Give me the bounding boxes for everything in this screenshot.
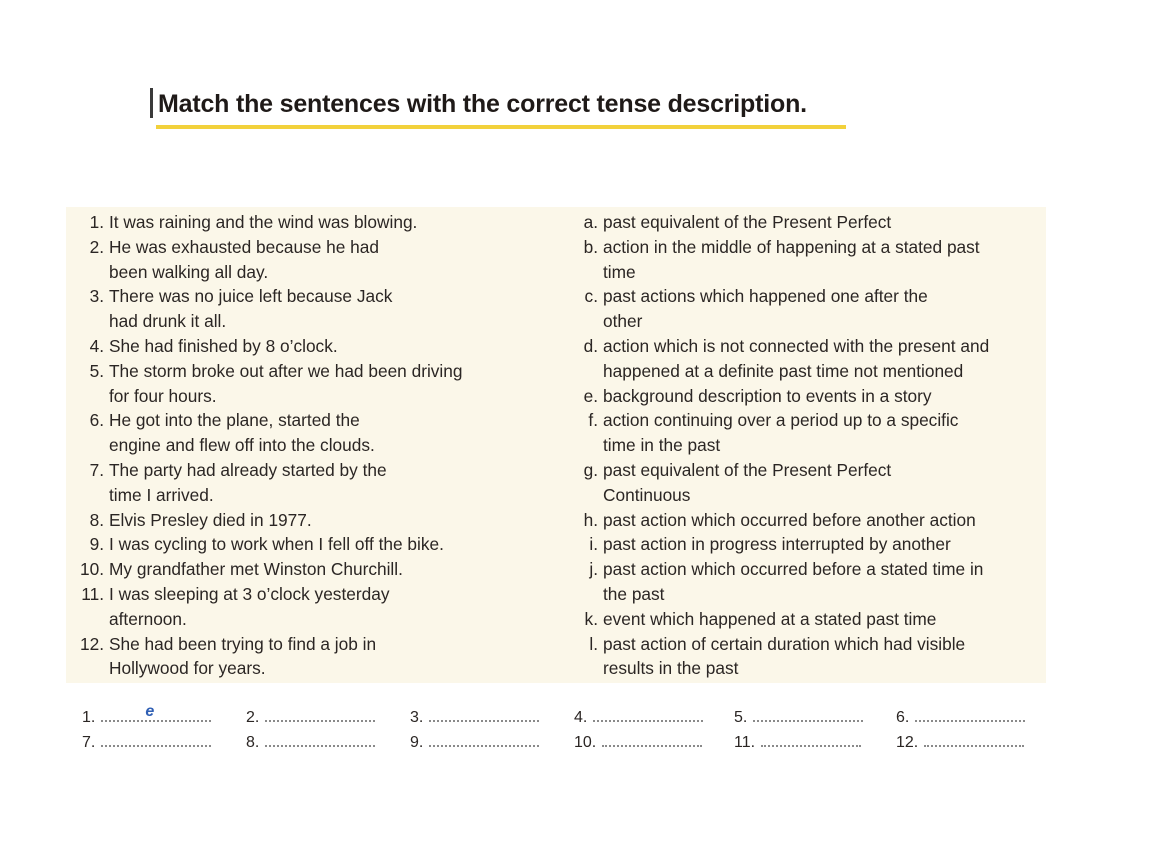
sentence-line: I was cycling to work when I fell off the bike. (109, 534, 444, 555)
description-text (598, 607, 936, 632)
sentence-text (104, 532, 444, 557)
sentence-text (104, 284, 392, 334)
sentence-text (104, 458, 387, 508)
sentence-item (70, 284, 540, 334)
answer-number: 6. (896, 709, 910, 726)
answer-number: 5. (734, 709, 748, 726)
sentence-number: 7. (89, 459, 104, 480)
title-underline (156, 125, 846, 129)
description-text (598, 408, 958, 458)
sentence-line: I was sleeping at 3 o’clock yesterday (109, 583, 390, 604)
answer-value: e (145, 703, 155, 720)
sentence-number: 4. (89, 335, 104, 356)
answer-slot[interactable] (734, 730, 861, 756)
answer-blank[interactable] (753, 708, 863, 722)
answer-slot[interactable] (410, 730, 539, 756)
sentence-text (104, 557, 403, 582)
answer-blank[interactable] (429, 733, 539, 747)
answer-blank[interactable] (593, 708, 703, 722)
answer-number: 10. (574, 734, 597, 751)
description-item (572, 607, 1042, 632)
sentence-item (70, 235, 540, 285)
sentence-line: The party had already started by the (109, 459, 387, 480)
description-text (598, 557, 983, 607)
answer-number: 9. (410, 734, 424, 751)
sentence-line: My grandfather met Winston Churchill. (109, 559, 403, 580)
sentence-item (70, 557, 540, 582)
answer-blank[interactable] (924, 733, 1024, 747)
sentence-text (104, 210, 417, 235)
sentence-line: She had finished by 8 o’clock. (109, 335, 338, 356)
description-number: i. (589, 534, 598, 555)
description-text (598, 334, 989, 384)
sentence-item (70, 632, 540, 682)
description-number: k. (584, 608, 598, 629)
description-line: event which happened at a stated past time (603, 608, 937, 629)
sentence-text (104, 408, 375, 458)
description-line: past action in progress interrupted by another (603, 534, 951, 555)
sentence-line: The storm broke out after we had been driving (109, 360, 463, 381)
description-line: the past (603, 583, 665, 604)
sentence-line: time I arrived. (109, 484, 214, 505)
answer-blank[interactable] (101, 703, 211, 722)
description-item (572, 284, 1042, 334)
sentence-line: engine and flew off into the clouds. (109, 435, 375, 456)
sentence-list (70, 210, 540, 681)
description-item (572, 508, 1042, 533)
description-line: other (603, 311, 643, 332)
sentence-line: for four hours. (109, 385, 217, 406)
sentence-item (70, 582, 540, 632)
sentence-text (104, 582, 389, 632)
answer-slot[interactable] (574, 705, 703, 731)
answer-slot[interactable] (410, 705, 539, 731)
sentence-line: been walking all day. (109, 261, 269, 282)
sentence-number: 10. (79, 559, 104, 580)
sentence-number: 8. (89, 509, 104, 530)
answer-number: 3. (410, 709, 424, 726)
description-item (572, 408, 1042, 458)
sentence-text (104, 334, 338, 359)
description-item (572, 557, 1042, 607)
answer-blank[interactable] (101, 733, 211, 747)
description-line: action continuing over a period up to a specific (603, 410, 959, 431)
sentence-number: 3. (89, 286, 104, 307)
description-text (598, 210, 891, 235)
answer-number: 12. (896, 734, 919, 751)
description-number: e. (583, 385, 598, 406)
description-list (572, 210, 1042, 681)
description-line: Continuous (603, 484, 691, 505)
description-number: b. (583, 236, 598, 257)
sentence-item (70, 408, 540, 458)
answer-number: 4. (574, 709, 588, 726)
description-item (572, 458, 1042, 508)
description-number: g. (583, 459, 598, 480)
sentence-line: had drunk it all. (109, 311, 227, 332)
sentence-line: It was raining and the wind was blowing. (109, 212, 418, 232)
sentence-number: 11. (81, 583, 104, 604)
sentence-line: Hollywood for years. (109, 658, 266, 679)
description-number: c. (584, 286, 598, 307)
sentence-line: He was exhausted because he had (109, 236, 379, 257)
description-number: j. (589, 559, 598, 580)
description-line: background description to events in a story (603, 385, 932, 406)
answer-number: 11. (734, 734, 756, 751)
description-item (572, 384, 1042, 409)
answer-number: 2. (246, 709, 260, 726)
sentence-text (104, 359, 463, 409)
description-text (598, 458, 891, 508)
description-item (572, 532, 1042, 557)
sentence-item (70, 458, 540, 508)
answer-slot[interactable] (574, 730, 702, 756)
description-line: past actions which happened one after the (603, 286, 928, 307)
sentence-item (70, 334, 540, 359)
description-line: action in the middle of happening at a stated past (603, 236, 980, 257)
description-item (572, 210, 1042, 235)
sentence-number: 2. (89, 236, 104, 257)
description-line: time in the past (603, 435, 721, 456)
sentence-number: 12. (79, 633, 104, 654)
description-line: action which is not connected with the present and (603, 335, 990, 356)
description-text (598, 632, 965, 682)
description-text (598, 532, 951, 557)
answer-blank[interactable] (429, 708, 539, 722)
description-text (598, 235, 980, 285)
sentence-item (70, 359, 540, 409)
answer-slot[interactable] (896, 705, 1025, 731)
answer-slot[interactable] (82, 730, 211, 756)
answer-number: 7. (82, 734, 96, 751)
sentence-item (70, 508, 540, 533)
sentence-item (70, 210, 540, 235)
description-text (598, 384, 932, 409)
sentence-line: Elvis Presley died in 1977. (109, 509, 312, 530)
description-line: past equivalent of the Present Perfect (603, 459, 892, 480)
sentence-item (70, 532, 540, 557)
sentence-line: afternoon. (109, 608, 187, 629)
answer-slot[interactable] (82, 705, 211, 731)
answer-blank[interactable] (265, 733, 375, 747)
description-line: happened at a definite past time not mentioned (603, 360, 964, 381)
answer-slot[interactable] (896, 730, 1024, 756)
description-line: past action which occurred before another action (603, 509, 976, 530)
sentence-line: There was no juice left because Jack (109, 286, 393, 307)
description-number: l. (589, 633, 598, 654)
sentence-text (104, 632, 376, 682)
sentence-text (104, 235, 379, 285)
answer-slot[interactable] (246, 705, 375, 731)
description-number: d. (583, 335, 598, 356)
answer-slot[interactable] (734, 705, 863, 731)
sentence-number: 5. (89, 360, 104, 381)
description-number: f. (588, 410, 598, 431)
description-line: results in the past (603, 658, 739, 679)
description-item (572, 334, 1042, 384)
answer-number: 8. (246, 734, 260, 751)
sentence-line: She had been trying to find a job in (109, 633, 377, 654)
page-title: Match the sentences with the correct tense description. (158, 90, 807, 118)
description-line: past action of certain duration which had visible (603, 633, 966, 654)
description-number: h. (583, 509, 598, 530)
description-line: time (603, 261, 636, 282)
description-text (598, 284, 928, 334)
description-item (572, 235, 1042, 285)
sentence-number: 9. (89, 534, 104, 555)
answer-number: 1. (82, 709, 96, 726)
description-text (598, 508, 976, 533)
answer-slot[interactable] (246, 730, 375, 756)
description-line: past action which occurred before a stated time in (603, 559, 984, 580)
description-line: past equivalent of the Present Perfect (603, 212, 892, 232)
sentence-line: He got into the plane, started the (109, 410, 360, 431)
sentence-number: 1. (89, 212, 104, 232)
answer-blank[interactable] (265, 708, 375, 722)
description-number: a. (583, 212, 598, 232)
answer-blank[interactable] (761, 733, 861, 747)
title-marker (150, 88, 153, 118)
sentence-text (104, 508, 312, 533)
sentence-number: 6. (89, 410, 104, 431)
answer-blank[interactable] (602, 733, 702, 747)
description-item (572, 632, 1042, 682)
answer-blank[interactable] (915, 708, 1025, 722)
